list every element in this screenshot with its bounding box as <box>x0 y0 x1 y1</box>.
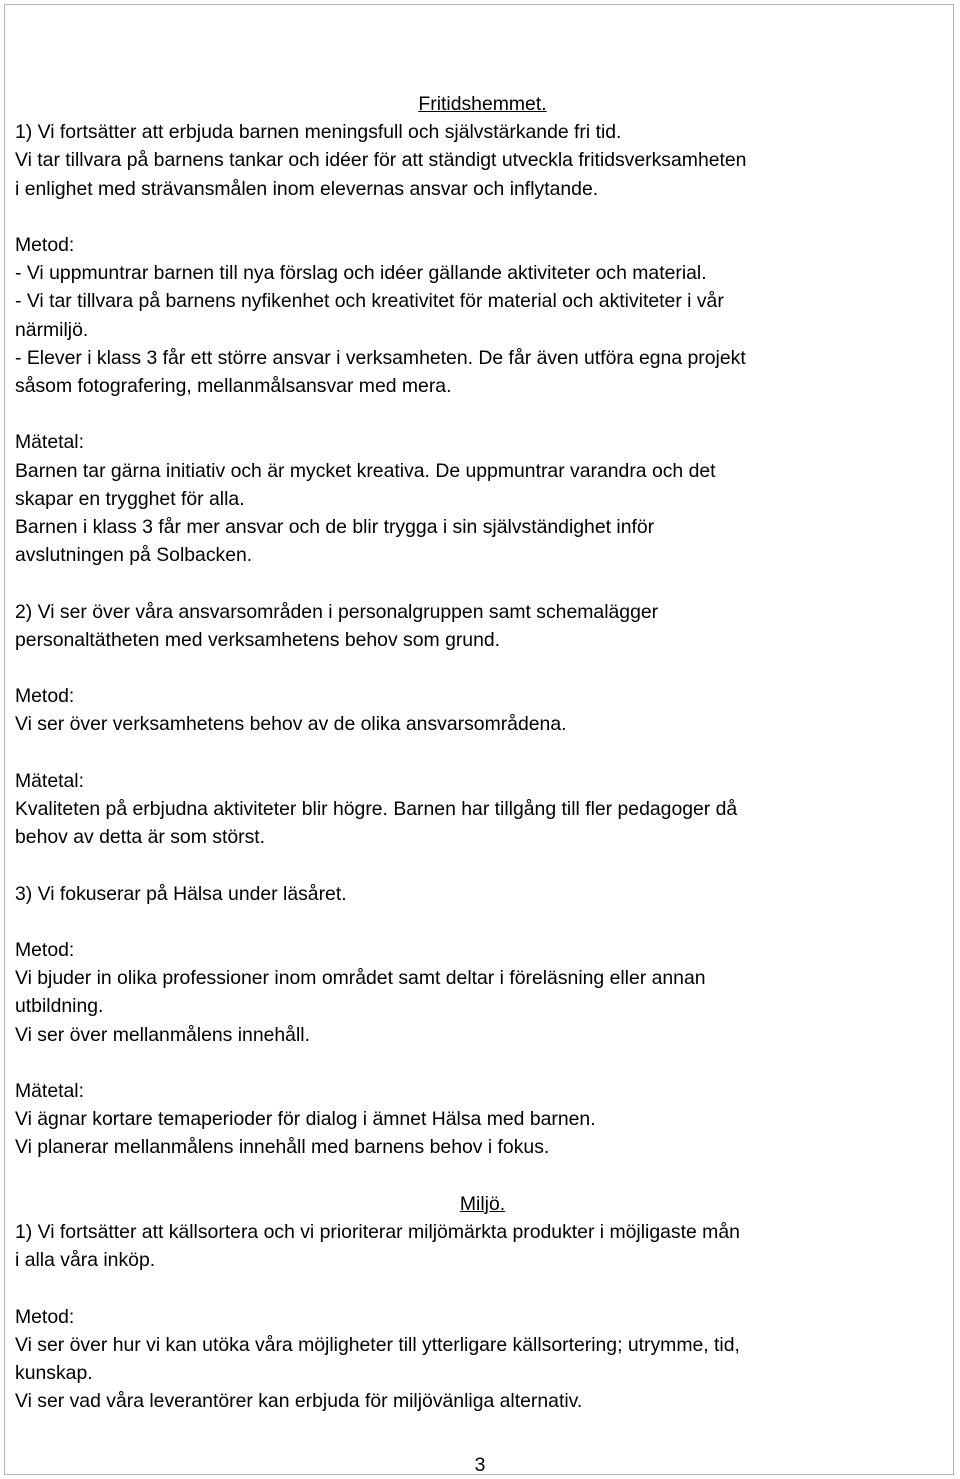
matetal-line: Vi ägnar kortare temaperioder för dialog i ämnet Hälsa med barnen. <box>15 1108 596 1131</box>
goal-text-line: 3) Vi fokuserar på Hälsa under läsåret. <box>15 882 347 905</box>
goal-text-line: Vi tar tillvara på barnens tankar och idéer för att ständigt utveckla fritidsverksamheten <box>15 149 747 172</box>
metod-label: Metod: <box>15 234 75 256</box>
goal-1-fritidshemmet <box>15 118 950 569</box>
metod-label: Metod: <box>15 1305 75 1328</box>
goal-3-fritidshemmet <box>15 880 950 1162</box>
metod-line: såsom fotografering, mellanmålsansvar med mera. <box>15 375 452 398</box>
metod-line: - Vi uppmuntrar barnen till nya förslag och idéer gällande aktiviteter och material. <box>15 262 707 285</box>
matetal-line: skapar en trygghet för alla. <box>15 487 245 510</box>
metod-line: närmiljö. <box>15 318 89 341</box>
metod-line: Vi ser vad våra leverantörer kan erbjuda för miljövänliga alternativ. <box>15 1390 583 1413</box>
goal-text-line: personaltätheten med verksamhetens behov som grund. <box>15 628 501 651</box>
metod-line: utbildning. <box>15 995 104 1018</box>
matetal-label: Mätetal: <box>15 431 84 454</box>
matetal-line: behov av detta är som störst. <box>15 826 266 849</box>
goal-1-miljo <box>15 1218 950 1415</box>
goal-text-line: i alla våra inköp. <box>15 1249 156 1272</box>
matetal-label: Mätetal: <box>15 769 84 792</box>
goal-text-line: i enlighet med strävansmålen inom elevernas ansvar och inflytande. <box>15 177 599 200</box>
section-heading-fritidshemmet: Fritidshemmet. <box>418 93 547 115</box>
matetal-line: avslutningen på Solbacken. <box>15 544 253 567</box>
document-body <box>15 90 950 1415</box>
goal-2-fritidshemmet <box>15 598 950 852</box>
matetal-line: Vi planerar mellanmålens innehåll med barnens behov i fokus. <box>15 1136 550 1159</box>
section-heading-miljo: Miljö. <box>459 1192 506 1215</box>
matetal-line: Barnen i klass 3 får mer ansvar och de blir trygga i sin självständighet inför <box>15 516 655 539</box>
goal-text-line: 1) Vi fortsätter att källsortera och vi prioriterar miljömärkta produkter i möjligaste mån <box>15 1220 740 1243</box>
metod-label: Metod: <box>15 938 75 961</box>
metod-line: kunskap. <box>15 1361 93 1384</box>
matetal-line: Kvaliteten på erbjudna aktiviteter blir högre. Barnen har tillgång till fler pedagoger då <box>15 798 738 820</box>
page-number: 3 <box>474 1454 486 1476</box>
metod-line: Vi ser över verksamhetens behov av de olika ansvarsområdena. <box>15 713 567 736</box>
metod-line: - Elever i klass 3 får ett större ansvar i verksamheten. De får även utföra egna projekt <box>15 346 746 369</box>
metod-line: Vi bjuder in olika professioner inom området samt deltar i föreläsning eller annan <box>15 967 706 990</box>
goal-text-line: 1) Vi fortsätter att erbjuda barnen meningsfull och självstärkande fri tid. <box>15 121 622 144</box>
metod-line: Vi ser över mellanmålens innehåll. <box>15 1023 310 1046</box>
matetal-label: Mätetal: <box>15 1079 84 1102</box>
metod-line: Vi ser över hur vi kan utöka våra möjligheter till ytterligare källsortering; utrymme, tid, <box>15 1333 740 1356</box>
metod-line: - Vi tar tillvara på barnens nyfikenhet och kreativitet för material och aktiviteter i vår <box>15 290 724 313</box>
goal-text-line: 2) Vi ser över våra ansvarsområden i personalgruppen samt schemalägger <box>15 600 659 623</box>
metod-label: Metod: <box>15 685 75 708</box>
matetal-line: Barnen tar gärna initiativ och är mycket kreativa. De uppmuntrar varandra och det <box>15 459 716 482</box>
